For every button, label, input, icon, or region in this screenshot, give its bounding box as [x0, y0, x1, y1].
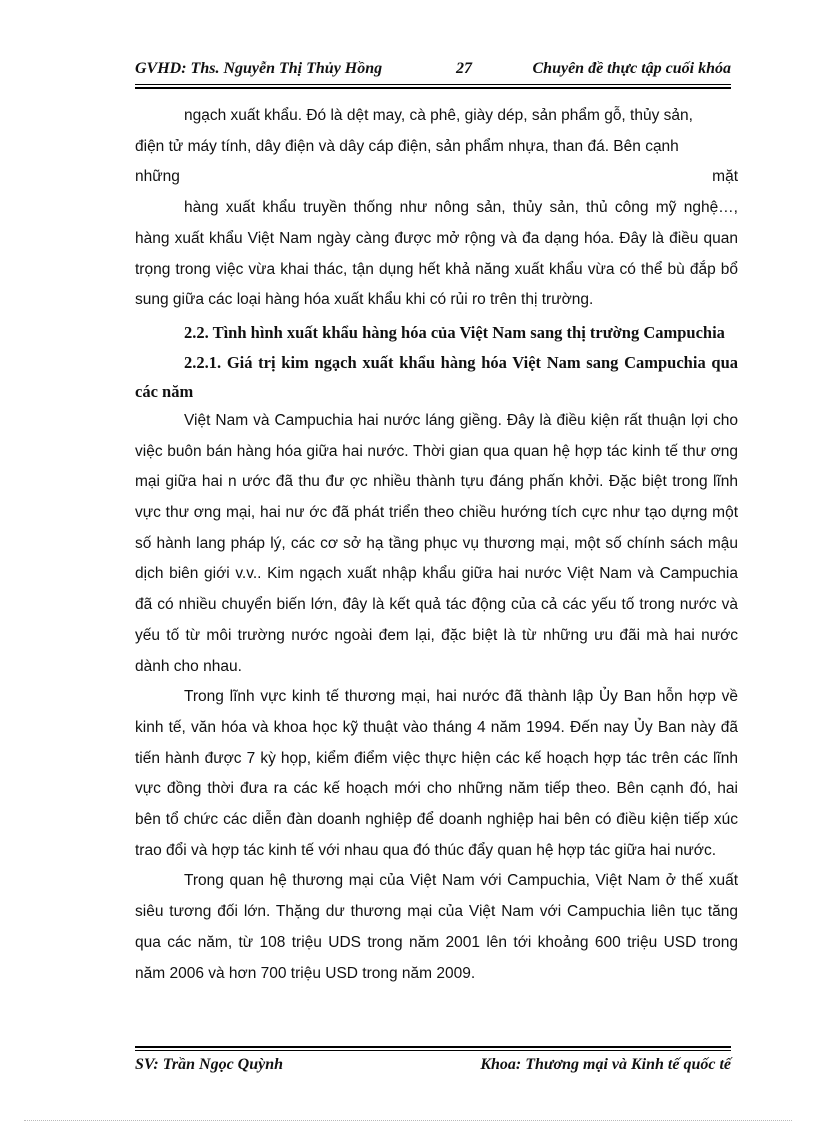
paragraph-line: điện tử máy tính, dây điện và dây cáp điện, sản phẩm nhựa, than đá. Bên cạnh: [135, 137, 679, 155]
footer-student: SV: Trần Ngọc Quỳnh: [135, 1056, 284, 1073]
subsection-heading: 2.2.1. Giá trị kim ngạch xuất khẩu hàng hóa Việt Nam sang Campuchia qua các năm: [135, 352, 738, 401]
page-bottom-border: [24, 1120, 792, 1121]
footer-faculty: Khoa: Thương mại và Kinh tế quốc tế: [480, 1056, 731, 1073]
header-rule: [135, 84, 731, 89]
page-footer: [135, 1056, 731, 1080]
header-supervisor: GVHD: Ths. Nguyễn Thị Thủy Hồng: [135, 60, 383, 77]
paragraph-line-split: [135, 162, 738, 193]
header-title: Chuyên đề thực tập cuối khóa: [532, 60, 731, 77]
paragraph: Việt Nam và Campuchia hai nước láng giềng. Đây là điều kiện rất thuận lợi cho việc buôn bán hàng hóa giữa hai nước. Thời gian qua quan hệ hợp tác kinh tế thư ơng mại giữa hai n ước đã thu đư ợc nhiều thành tựu đáng phấn khởi. Đặc biệt trong lĩnh vực thư ơng mại, hai nư ớc đã phát triển theo chiều hướng tích cực như tạo dựng một số hành lang pháp lý, các cơ sở hạ tầng phục vụ thương mại, một số chính sách mậu dịch biên giới v.v.. Kim ngạch xuất nhập khẩu giữa hai nước Việt Nam và Campuchia đã có nhiều chuyển biến lớn, đây là kết quả tác động của cả các yếu tố trong nước và yếu tố từ môi trường nước ngoài đem lại, đặc biệt là từ những ưu đãi mà hai nước dành cho nhau.: [135, 411, 738, 675]
split-left-word: những: [135, 168, 180, 186]
document-body: [135, 101, 738, 989]
page-number: 27: [456, 60, 472, 77]
section-heading: 2.2. Tình hình xuất khẩu hàng hóa của Việt Nam sang thị trường Campuchia: [184, 322, 725, 342]
page-header: [135, 58, 731, 82]
footer-rule: [135, 1046, 731, 1051]
paragraph: Trong lĩnh vực kinh tế thương mại, hai nước đã thành lập Ủy Ban hỗn hợp về kinh tế, văn hóa và khoa học kỹ thuật vào tháng 4 năm 1994. Đến nay Ủy Ban này đã tiến hành được 7 kỳ họp, kiểm điểm việc thực hiện các kế hoạch hợp tác trên các lĩnh vực đồng thời đưa ra các kế hoạch mới cho những năm tiếp theo. Bên cạnh đó, hai bên tổ chức các diễn đàn doanh nghiệp để doanh nghiệp hai bên có điều kiện tiếp xúc trao đổi và hợp tác kinh tế với nhau qua đó thúc đẩy quan hệ hợp tác giữa hai nước.: [135, 688, 738, 859]
paragraph-line: ngạch xuất khẩu. Đó là dệt may, cà phê, giày dép, sản phẩm gỗ, thủy sản,: [184, 107, 693, 124]
split-right-word: mặt: [712, 168, 738, 186]
paragraph: hàng xuất khẩu truyền thống như nông sản, thủy sản, thủ công mỹ nghệ…, hàng xuất khẩu Việt Nam ngày càng được mở rộng và đa dạng hóa. Đây là điều quan trọng trong việc vừa khai thác, tận dụng hết khả năng xuất khẩu vừa có thể bù đắp bổ sung giữa các loại hàng hóa xuất khẩu khi có rủi ro trên thị trường.: [135, 199, 738, 309]
paragraph: Trong quan hệ thương mại của Việt Nam với Campuchia, Việt Nam ở thế xuất siêu tương đối lớn. Thặng dư thương mại của Việt Nam với Campuchia liên tục tăng qua các năm, từ 108 triệu UDS trong năm 2001 lên tới khoảng 600 triệu USD trong năm 2006 và hơn 700 triệu USD trong năm 2009.: [135, 872, 738, 982]
